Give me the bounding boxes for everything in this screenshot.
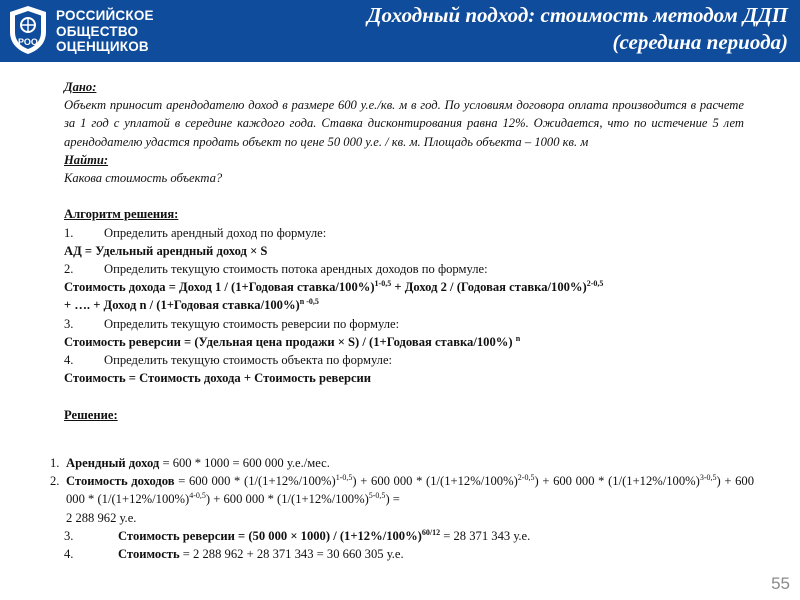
step-text: Определить текущую стоимость объекта по формуле:	[104, 353, 393, 368]
page-number: 55	[771, 574, 790, 593]
slide-title	[228, 2, 788, 56]
step-number: 2.	[64, 262, 74, 277]
logo-line-2: ОБЩЕСТВО	[56, 23, 139, 39]
given-text: Объект приносит арендодателю доход в размере 600 у.е./кв. м в год. По условиям договора оплата производится в расчете за 1 год с уплатой в середине каждого года. Ставка дисконтирования равна 12%. Ожидается, что по истечение 5 лет арендодателю удастся продать объект по цене 50 000 у.е. / кв. м. Площадь объекта – 1000 кв. м	[64, 98, 744, 149]
solution-total: 2 288 962 у.е.	[66, 510, 137, 525]
formula-part: ) + 600 000 * (1/(1+12%/100%)	[534, 474, 700, 489]
step-number: 3.	[64, 316, 74, 331]
exponent: n -0,5	[299, 297, 319, 307]
solution-heading: Решение:	[64, 407, 118, 422]
formula-part: ) =	[385, 492, 400, 507]
formula-part: = 600 000 * (1/(1+12%/100%)	[174, 474, 336, 489]
slide-title-line-2: (середина периода)	[612, 30, 788, 54]
algorithm-step-1	[64, 224, 744, 242]
formula-total-value: Стоимость = Стоимость дохода + Стоимость реверсии	[64, 371, 372, 386]
formula-rental-income: АД = Удельный арендный доход × S	[64, 243, 268, 258]
formula-part: + …. + Доход n / (1+Годовая ставка/100%)	[64, 298, 300, 313]
formula-part: ) + 600 000 * (1/(1+12%/100%)	[66, 474, 755, 507]
step-text: Определить арендный доход по формуле:	[104, 225, 327, 240]
logo-line-1: РОССИЙСКОЕ	[56, 8, 154, 23]
svg-text:РОО: РОО	[18, 37, 38, 47]
problem-content	[64, 78, 744, 424]
exponent: 1-0,5	[374, 279, 392, 289]
step-text: Определить текущую стоимость реверсии по формуле:	[104, 316, 400, 331]
solution-label: Стоимость реверсии	[118, 528, 235, 543]
exponent: 2-0,5	[517, 473, 535, 483]
solution-row-1	[50, 454, 754, 472]
step-number: 4.	[64, 353, 74, 368]
algorithm-step-3	[64, 315, 744, 333]
logo-line-3: ОЦЕНЩИКОВ	[56, 39, 149, 54]
exponent: 60/12	[421, 527, 441, 537]
solution-value: = 28 371 343 у.е.	[440, 528, 531, 543]
formula-income-value	[64, 278, 744, 296]
spacer	[64, 187, 744, 205]
exponent: 1-0,5	[335, 473, 353, 483]
algorithm-heading: Алгоритм решения:	[64, 207, 179, 222]
solution-number: 2.	[50, 474, 60, 489]
formula-part: Стоимость реверсии = (Удельная цена продажи × S) / (1+Годовая ставка/100%)	[64, 334, 516, 349]
solution-number: 4.	[64, 547, 74, 562]
solution-number: 3.	[64, 528, 74, 543]
rso-logo	[6, 4, 166, 58]
solution-content	[50, 454, 754, 563]
exponent: 2-0,5	[586, 279, 604, 289]
solution-row-3	[50, 527, 754, 545]
solution-label: Арендный доход	[66, 456, 160, 470]
given-heading: Дано:	[64, 80, 97, 94]
solution-value: = 2 288 962 + 28 371 343 = 30 660 305 у.е.	[179, 547, 404, 562]
solution-text	[66, 472, 754, 527]
step-number: 1.	[64, 225, 74, 240]
shield-logo-icon	[6, 4, 50, 56]
solution-row-4	[50, 545, 754, 563]
spacer	[64, 387, 744, 405]
slide-title-line-1: Доходный подход: стоимость методом ДДП	[367, 3, 788, 27]
formula-reversion	[64, 333, 744, 351]
exponent: 5-0,5	[368, 491, 386, 501]
slide-header	[0, 0, 800, 62]
solution-label: Стоимость доходов	[66, 474, 175, 489]
exponent: n	[515, 333, 521, 343]
find-text: Какова стоимость объекта?	[64, 171, 223, 186]
solution-number: 1.	[50, 456, 60, 470]
solution-label: Стоимость	[118, 547, 180, 562]
algorithm-step-2	[64, 260, 744, 278]
step-text: Определить текущую стоимость потока арендных доходов по формуле:	[104, 262, 488, 277]
formula-part: = (50 000 × 1000) / (1+12%/100%)	[234, 528, 422, 543]
formula-part: Стоимость дохода = Доход 1 / (1+Годовая ставка/100%)	[64, 280, 375, 295]
exponent: 3-0,5	[699, 473, 717, 483]
formula-part: ) + 600 000 * (1/(1+12%/100%)	[352, 474, 518, 489]
formula-part: ) + 600 000 * (1/(1+12%/100%)	[205, 492, 369, 507]
solution-value: = 600 * 1000 = 600 000 у.е./мес.	[159, 456, 330, 470]
algorithm-step-4	[64, 351, 744, 369]
formula-part: + Доход 2 / (Годовая ставка/100%)	[391, 280, 587, 295]
logo-text	[56, 8, 154, 55]
formula-income-value-cont	[64, 296, 744, 314]
find-heading: Найти:	[64, 152, 109, 167]
exponent: 4-0,5	[189, 491, 206, 501]
solution-row-2	[50, 472, 754, 527]
